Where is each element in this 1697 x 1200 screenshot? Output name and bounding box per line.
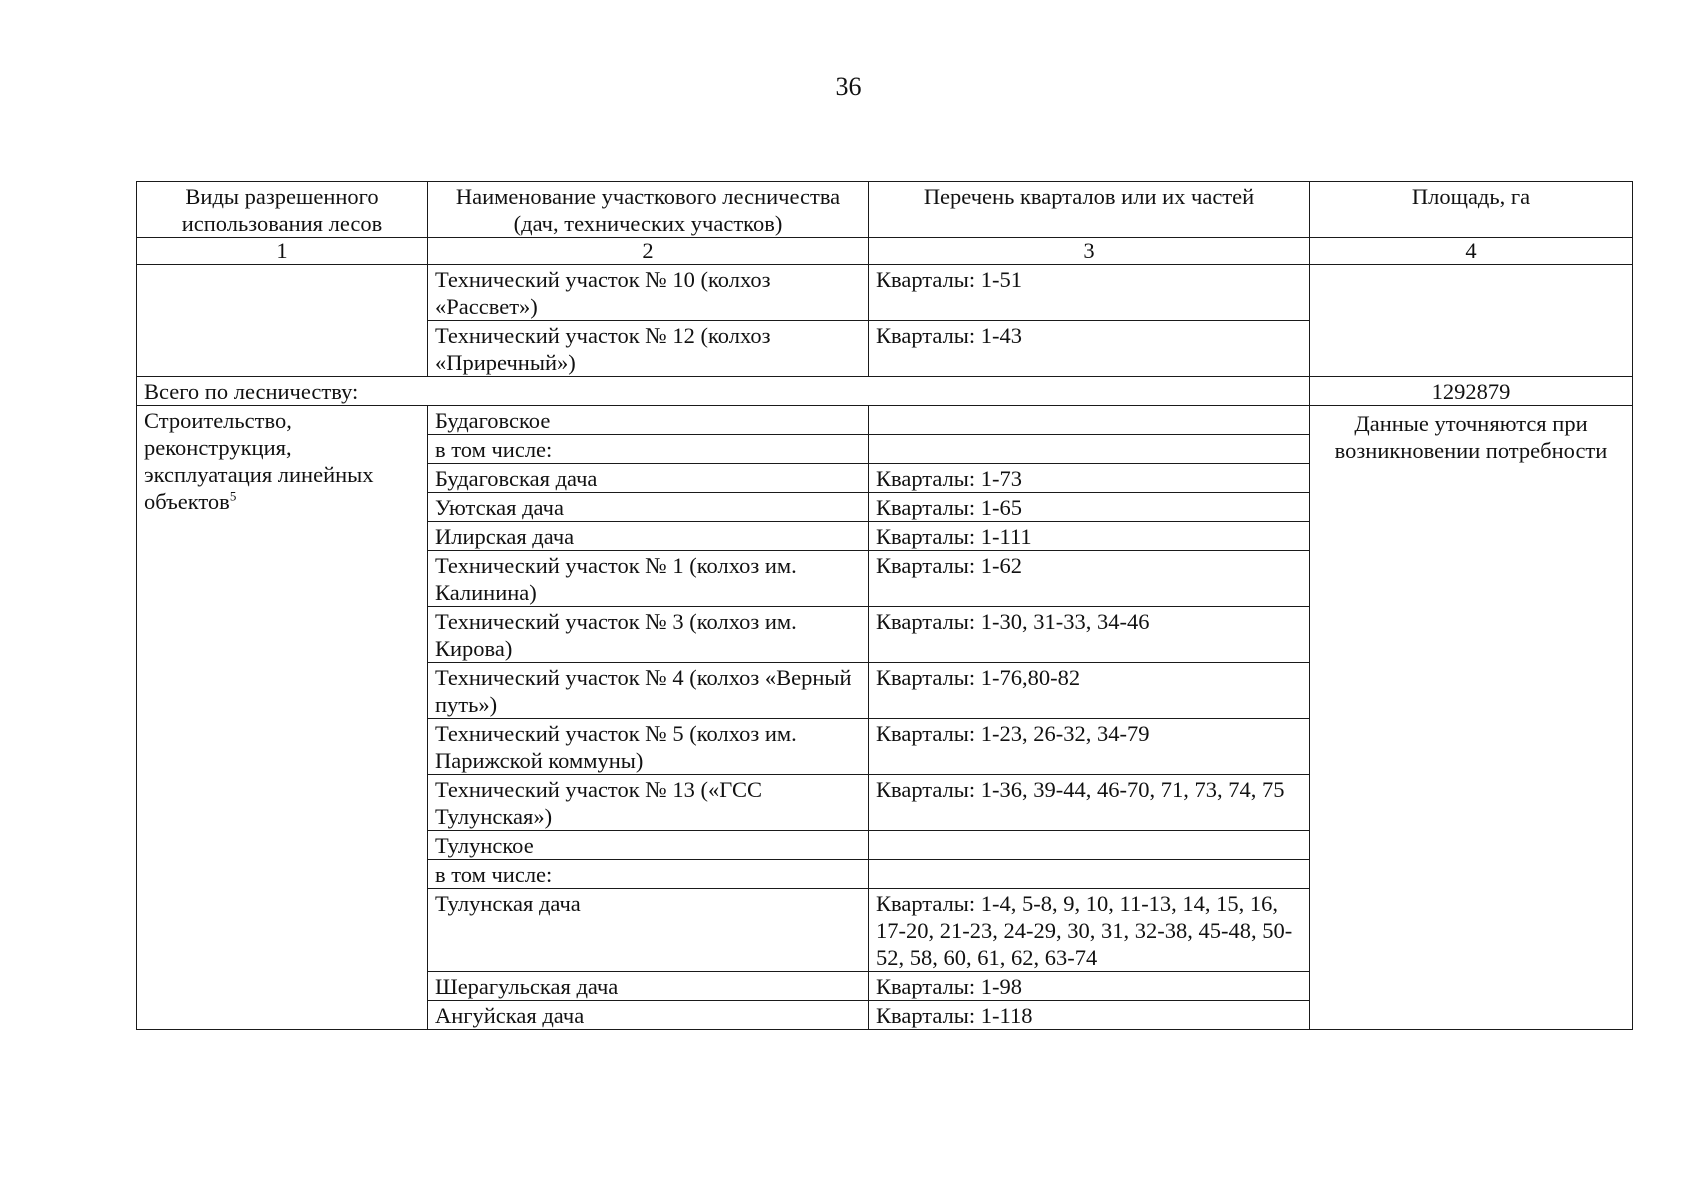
column-number-row — [137, 238, 1633, 265]
column-number: 3 — [869, 238, 1310, 265]
area-cell-empty — [1310, 265, 1633, 377]
forestry-name-cell: Будаговское — [428, 406, 869, 435]
header-area: Площадь, га — [1310, 182, 1633, 238]
forestry-name-cell: Илирская дача — [428, 522, 869, 551]
quarters-cell — [869, 831, 1310, 860]
forestry-name-cell: в том числе: — [428, 435, 869, 464]
page-number: 36 — [835, 72, 862, 101]
quarters-cell: Кварталы: 1-98 — [869, 972, 1310, 1001]
use-type-text: Строительство, реконструкция, эксплуатация линейных объектов — [144, 408, 374, 514]
column-number: 2 — [428, 238, 869, 265]
quarters-cell: Кварталы: 1-36, 39-44, 46-70, 71, 73, 74, 75 — [869, 775, 1310, 831]
forestry-name-cell: Технический участок № 1 (колхоз им. Калинина) — [428, 551, 869, 607]
forestry-name-cell: Ангуйская дача — [428, 1001, 869, 1030]
header-quarters: Перечень кварталов или их частей — [869, 182, 1310, 238]
forestry-name-cell: в том числе: — [428, 860, 869, 889]
quarters-cell: Кварталы: 1-118 — [869, 1001, 1310, 1030]
table-row — [137, 406, 1633, 435]
quarters-cell — [869, 435, 1310, 464]
column-number: 1 — [137, 238, 428, 265]
forestry-name-cell: Тулунское — [428, 831, 869, 860]
quarters-cell: Кварталы: 1-65 — [869, 493, 1310, 522]
forestry-name-cell: Технический участок № 13 («ГСС Тулунская») — [428, 775, 869, 831]
quarters-cell: Кварталы: 1-111 — [869, 522, 1310, 551]
forestry-name-cell: Тулунская дача — [428, 889, 869, 972]
forestry-name-cell: Технический участок № 4 (колхоз «Верный путь») — [428, 663, 869, 719]
forestry-name-cell: Будаговская дача — [428, 464, 869, 493]
table-row — [137, 265, 1633, 321]
forest-use-table-container — [136, 181, 1632, 1030]
forestry-name-cell: Технический участок № 3 (колхоз им. Кирова) — [428, 607, 869, 663]
forestry-name-cell: Уютская дача — [428, 493, 869, 522]
quarters-cell: Кварталы: 1-62 — [869, 551, 1310, 607]
forest-use-table — [136, 181, 1633, 1030]
total-area: 1292879 — [1310, 377, 1633, 406]
quarters-cell — [869, 860, 1310, 889]
forestry-name-cell: Технический участок № 12 (колхоз «Приречный») — [428, 321, 869, 377]
total-row — [137, 377, 1633, 406]
header-use-type: Виды разрешенного использования лесов — [137, 182, 428, 238]
quarters-cell: Кварталы: 1-51 — [869, 265, 1310, 321]
use-type-cell-empty — [137, 265, 428, 377]
quarters-cell: Кварталы: 1-43 — [869, 321, 1310, 377]
quarters-cell: Кварталы: 1-73 — [869, 464, 1310, 493]
forestry-name-cell: Технический участок № 10 (колхоз «Рассвет») — [428, 265, 869, 321]
quarters-cell: Кварталы: 1-23, 26-32, 34-79 — [869, 719, 1310, 775]
footnote-marker: 5 — [229, 488, 237, 504]
forestry-name-cell: Технический участок № 5 (колхоз им. Парижской коммуны) — [428, 719, 869, 775]
forestry-name-cell: Шерагульская дача — [428, 972, 869, 1001]
total-label: Всего по лесничеству: — [137, 377, 1310, 406]
quarters-cell — [869, 406, 1310, 435]
column-number: 4 — [1310, 238, 1633, 265]
quarters-cell: Кварталы: 1-76,80-82 — [869, 663, 1310, 719]
area-note-cell: Данные уточняются при возникновении потребности — [1310, 406, 1633, 1030]
quarters-cell: Кварталы: 1-30, 31-33, 34-46 — [869, 607, 1310, 663]
quarters-cell: Кварталы: 1-4, 5-8, 9, 10, 11-13, 14, 15, 16, 17-20, 21-23, 24-29, 30, 31, 32-38, 45-48, 50-52, 58, 60, 61, 62, 63-74 — [869, 889, 1310, 972]
header-row — [137, 182, 1633, 238]
use-type-cell — [137, 406, 428, 1030]
header-forestry-name: Наименование участкового лесничества (дач, технических участков) — [428, 182, 869, 238]
